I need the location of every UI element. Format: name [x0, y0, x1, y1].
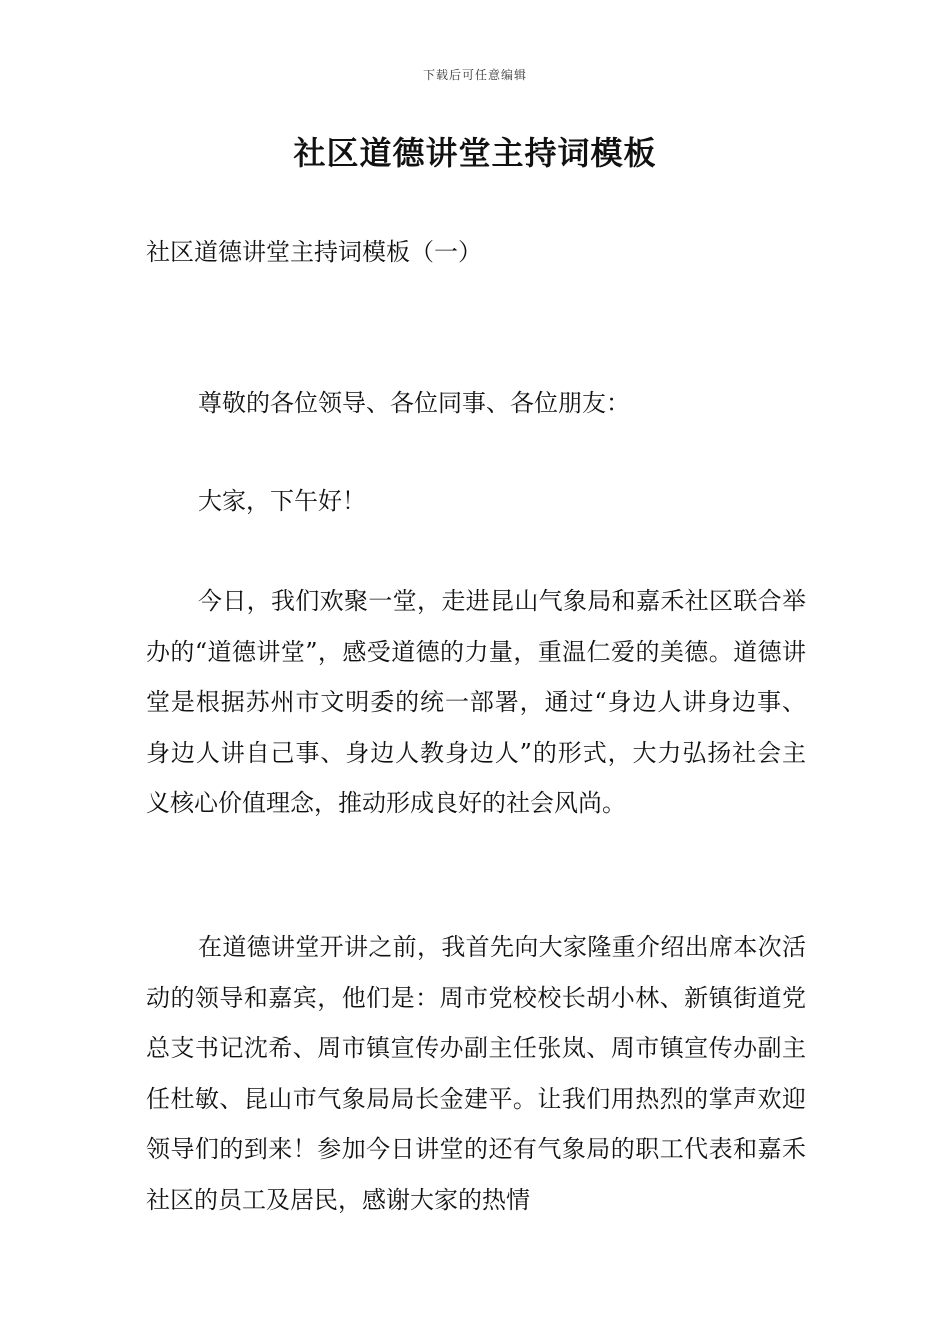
paragraph-greeting: 尊敬的各位领导、各位同事、各位朋友：	[198, 389, 630, 417]
header-note: 下载后可任意编辑	[422, 68, 527, 82]
paragraph-introduction: 今日，我们欢聚一堂，走进昆山气象局和嘉禾社区联合举办的“道德讲堂”，感受道德的力量，重温仁爱的美德。道德讲堂是根据苏州市文明委的统一部署，通过“身边人讲身边事、身边人讲自己事、身边人教身边人”的形式，大力弘扬社会主义核心价值理念，推动形成良好的社会风尚。	[146, 587, 806, 817]
document-title: 社区道德讲堂主持词模板	[293, 134, 657, 172]
paragraph-salutation: 大家，下午好！	[198, 487, 366, 515]
paragraph-guests: 在道德讲堂开讲之前，我首先向大家隆重介绍出席本次活动的领导和嘉宾，他们是：周市党校校长胡小林、新镇街道党总支书记沈希、周市镇宣传办副主任张岚、周市镇宣传办副主任杜敏、昆山市气象局局长金建平。让我们用热烈的掌声欢迎领导们的到来！参加今日讲堂的还有气象局的职工代表和嘉禾社区的员工及居民，感谢大家的热情	[146, 933, 806, 1214]
section-subtitle: 社区道德讲堂主持词模板（一）	[146, 238, 482, 266]
